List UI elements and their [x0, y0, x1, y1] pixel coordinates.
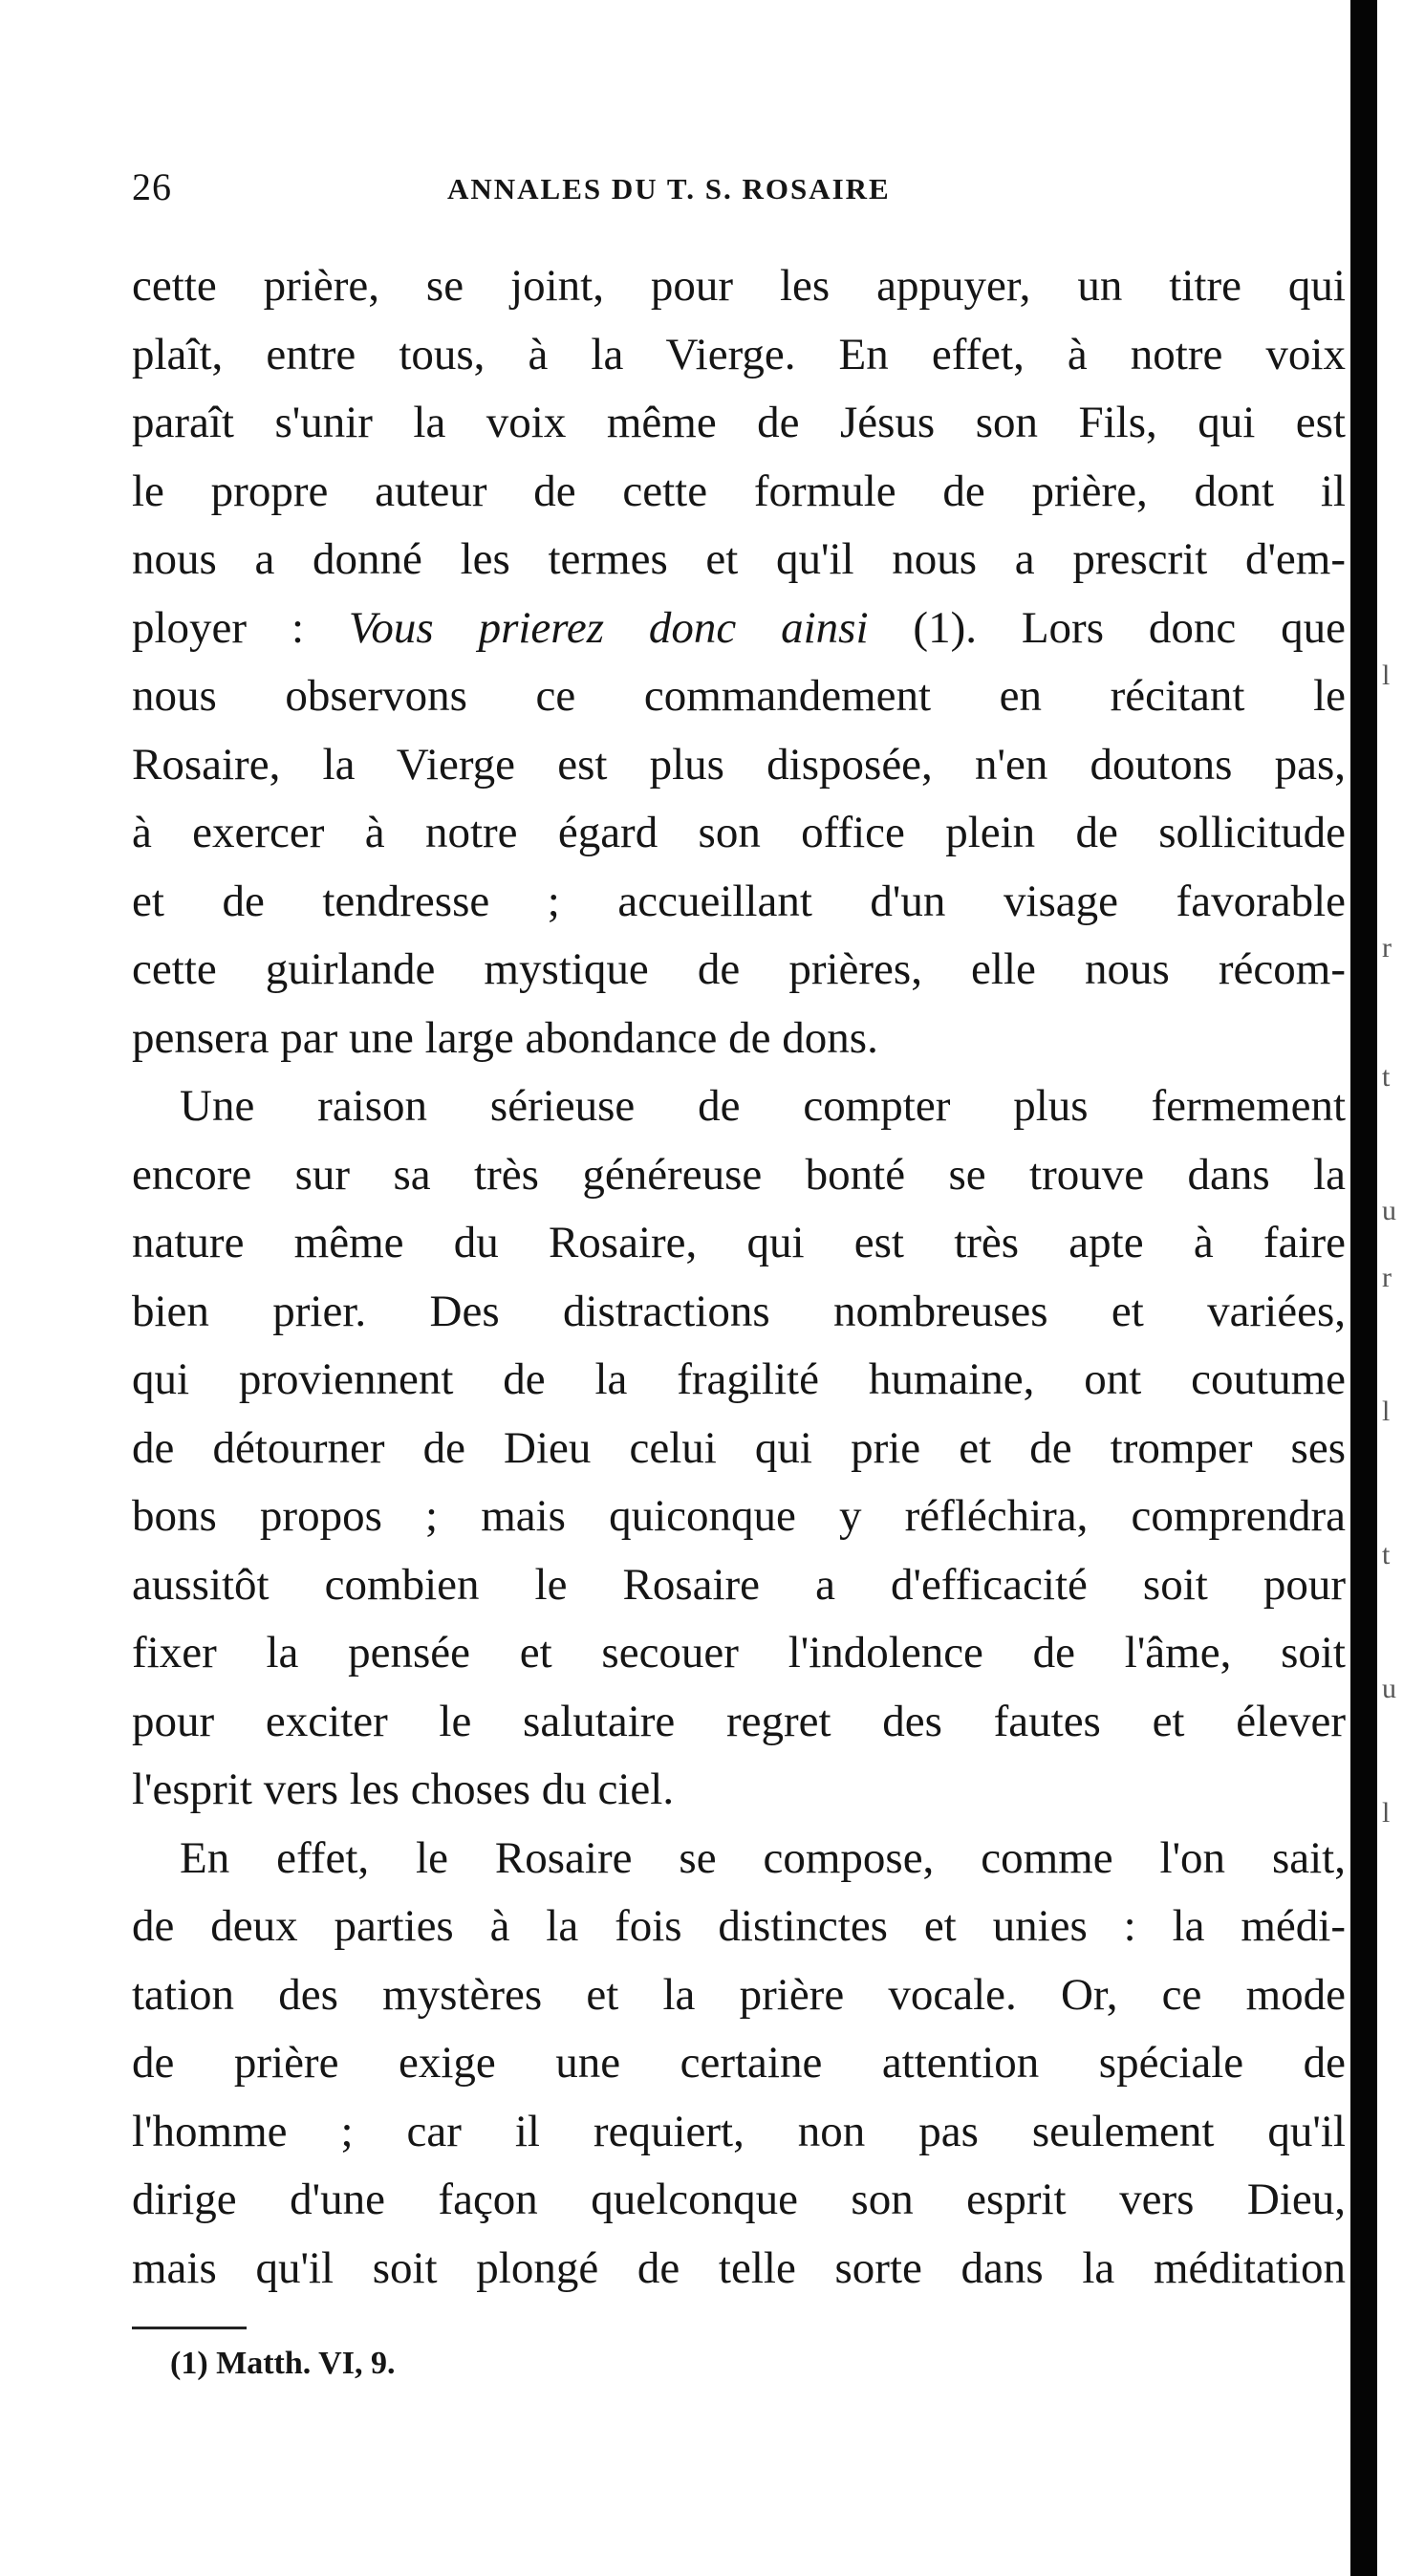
- text-line: à exercer à notre égard son office plein de sollicitude: [132, 808, 1346, 857]
- text-line: tation des mystères et la prière vocale. Or, ce mode: [132, 1969, 1346, 2020]
- text-segment: ployer :: [132, 602, 349, 653]
- edge-fragment: l: [1382, 660, 1391, 691]
- text-line: l'esprit vers les choses du ciel.: [132, 1764, 675, 1814]
- text-line: aussitôt combien le Rosaire a d'efficacité soit pour: [132, 1559, 1346, 1610]
- text-line: mais qu'il soit plongé de telle sorte dans la méditation: [132, 2242, 1346, 2293]
- text-line: paraît s'unir la voix même de Jésus son Fils, qui est: [132, 398, 1346, 447]
- text-line: nature même du Rosaire, qui est très apte à faire: [132, 1218, 1346, 1267]
- edge-fragment: u: [1382, 1195, 1396, 1226]
- page-number: 26: [132, 165, 172, 208]
- edge-fragment: r: [1382, 1262, 1392, 1293]
- edge-fragment: l: [1382, 1797, 1391, 1829]
- edge-fragment: r: [1382, 932, 1392, 963]
- footnote: (1) Matth. VI, 9.: [170, 2346, 396, 2381]
- footnote-rule: [132, 2327, 247, 2329]
- text-line: et de tendresse ; accueillant d'un visage favorable: [132, 876, 1346, 926]
- text-line: pensera par une large abondance de dons.: [132, 1012, 878, 1063]
- text-line: de détourner de Dieu celui qui prie et de tromper ses: [132, 1422, 1346, 1473]
- text-line: bons propos ; mais quiconque y réfléchira, comprendra: [132, 1491, 1346, 1541]
- text-line: plaît, entre tous, à la Vierge. En effet, à notre voix: [132, 329, 1346, 379]
- paragraph-start: Une raison sérieuse de compter plus fermement: [180, 1081, 1346, 1131]
- paragraph-start: En effet, le Rosaire se compose, comme l'on sait,: [180, 1832, 1346, 1883]
- edge-fragment: t: [1382, 1539, 1391, 1570]
- page-header: [132, 164, 1327, 222]
- text-line: l'homme ; car il requiert, non pas seulement qu'il: [132, 2106, 1346, 2156]
- text-line: dirige d'une façon quelconque son esprit vers Dieu,: [132, 2175, 1346, 2224]
- text-line: le propre auteur de cette formule de prière, dont il: [132, 465, 1346, 516]
- edge-fragment: l: [1382, 1396, 1391, 1427]
- running-title: ANNALES DU T. S. ROSAIRE: [447, 172, 891, 206]
- text-line: de prière exige une certaine attention spéciale de: [132, 2038, 1346, 2088]
- body-text: [132, 252, 1346, 2303]
- text-line: encore sur sa très généreuse bonté se trouve dans la: [132, 1149, 1346, 1200]
- text-line: nous observons ce commandement en récitant le: [132, 671, 1346, 721]
- text-line: de deux parties à la fois distinctes et unies : la médi-: [132, 1901, 1346, 1951]
- italic-quote: Vous prierez donc ainsi: [348, 602, 869, 653]
- text-line: cette guirlande mystique de prières, elle nous récom-: [132, 944, 1346, 994]
- edge-fragment: t: [1382, 1061, 1391, 1093]
- text-line: cette prière, se joint, pour les appuyer, un titre qui: [132, 261, 1346, 311]
- text-line: qui proviennent de la fragilité humaine, ont coutume: [132, 1354, 1346, 1404]
- text-line: Rosaire, la Vierge est plus disposée, n'en doutons pas,: [132, 739, 1346, 790]
- text-line: pour exciter le salutaire regret des fautes et élever: [132, 1696, 1346, 1746]
- text-line: fixer la pensée et secouer l'indolence de l'âme, soit: [132, 1628, 1346, 1678]
- text-segment: (1). Lors donc que: [868, 602, 1346, 653]
- text-line: nous a donné les termes et qu'il nous a prescrit d'em-: [132, 534, 1346, 584]
- text-line-with-quote: [132, 595, 1346, 663]
- binding-shadow: [1350, 0, 1377, 2576]
- text-line: bien prier. Des distractions nombreuses et variées,: [132, 1286, 1346, 1336]
- edge-fragment: u: [1382, 1673, 1396, 1704]
